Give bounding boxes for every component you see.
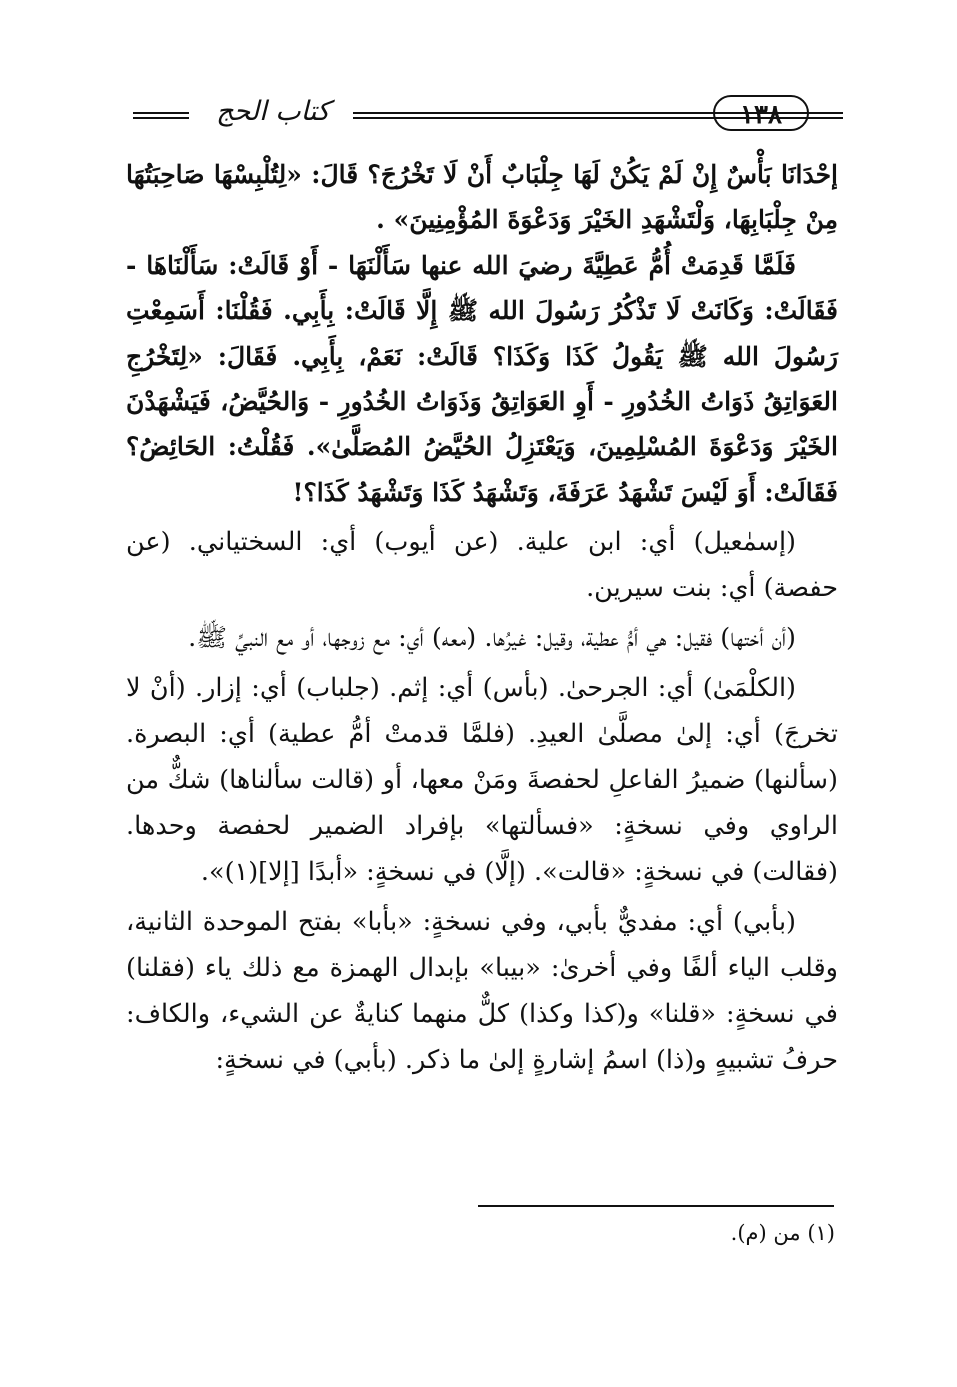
header-rule-right (815, 112, 843, 119)
hadith-text-paragraph: فَلَمَّا قَدِمَتْ أُمُّ عَطِيَّةَ رضيَ الله عنها سَأَلْنَهَا - أَوْ قَالَتْ: سَأَلْنَاهَا - فَقَالَتْ: وَكَانَتْ لَا تَذْكُرُ رَسُولَ الله ﷺ إِلَّا قَالَتْ: بِأَبِي. فَقُلْنَا: أَسَمِعْتِ رَسُولَ الله ﷺ يَقُولُ كَذَا وَكَذَا؟ قَالَتْ: نَعَمْ، بِأَبِي. فَقَالَ: «لِتَخْرُجِ العَوَاتِقُ ذَوَاتُ الخُدُورِ - أَوِ العَوَاتِقُ وَذَوَاتُ الخُدُورِ - وَالحُيَّضُ، فَيَشْهَدْنَ الخَيْرَ وَدَعْوَةَ المُسْلِمِينَ، وَيَعْتَزِلُ الحُيَّضُ المُصَلَّىٰ». فَقُلْتُ: الحَائِضُ؟ فَقَالَتْ: أَوَ لَيْسَ تَشْهَدُ عَرَفَةَ، وَتَشْهَدُ كَذَا وَتَشْهَدُ كَذَا؟! (126, 250, 838, 507)
header-rule-left (133, 112, 189, 119)
footnote: (١) من (م). (730, 1221, 835, 1245)
footnote-separator (478, 1205, 834, 1207)
page-body (126, 152, 838, 1083)
commentary-paragraph: (الكلْمَىٰ) أي: الجرحىٰ. (بأس) أي: إثم. (جلباب) أي: إزار. (أنْ لا تخرجَ) أي: إلىٰ مصلَّىٰ العيدِ. (فلمَّا قدمتْ أمُّ عطية) أي: البصرة. (سألنها) ضميرُ الفاعلِ لحفصةَ ومَنْ معها، أو (قالت سألناها) شكٌّ من الراوي وفي نسخةٍ: «فسألتها» بإفراد الضمير لحفصة وحدها. (فقالت) في نسخةٍ: «قالت». (إلَّا) في نسخةٍ: «أبدًا [إلا](١)». (126, 673, 838, 888)
page-number: ١٣٨ (713, 95, 809, 131)
hadith-text-continuation: إحْدَانَا بَأْسٌ إِنْ لَمْ يَكُنْ لَهَا جِلْبَابٌ أَنْ لَا تَخْرُجَ؟ قَالَ: «لِتُلْبِسْهَا صَاحِبَتُهَا مِنْ جِلْبَابِهَا، وَلْتَشْهَدِ الخَيْرَ وَدَعْوَةَ المُؤْمِنِينَ» . (126, 160, 838, 235)
commentary-paragraph: (أن أختها) فقيل: هي أمُّ عطية، وقيل: غيرُها. (معه) أي: مع زوجها، أو مع النبيِّ ﷺ. (188, 623, 796, 654)
page-header (125, 92, 837, 138)
commentary-paragraph: (بأبي) أي: مفديٌّ بأبي، وفي نسخةٍ: «بأبا» بفتح الموحدة الثانية، وقلب الياء ألفًا وفي أخرىٰ: «بيبا» بإبدال الهمزة مع ذلك ياء (فقلنا) في نسخةٍ: «قلنا» و(كذا وكذا) كلٌّ منهما كنايةٌ عن الشيء، والكاف: حرفُ تشبيهٍ و(ذا) اسمُ إشارةٍ إلىٰ ما ذكر. (بأبي) في نسخةٍ: (126, 907, 838, 1076)
book-title: كتاب الحج (216, 96, 330, 127)
commentary-paragraph: (إسمٰعيل) أي: ابن علية. (عن أيوب) أي: السختياني. (عن حفصة) أي: بنت سيرين. (126, 527, 838, 604)
